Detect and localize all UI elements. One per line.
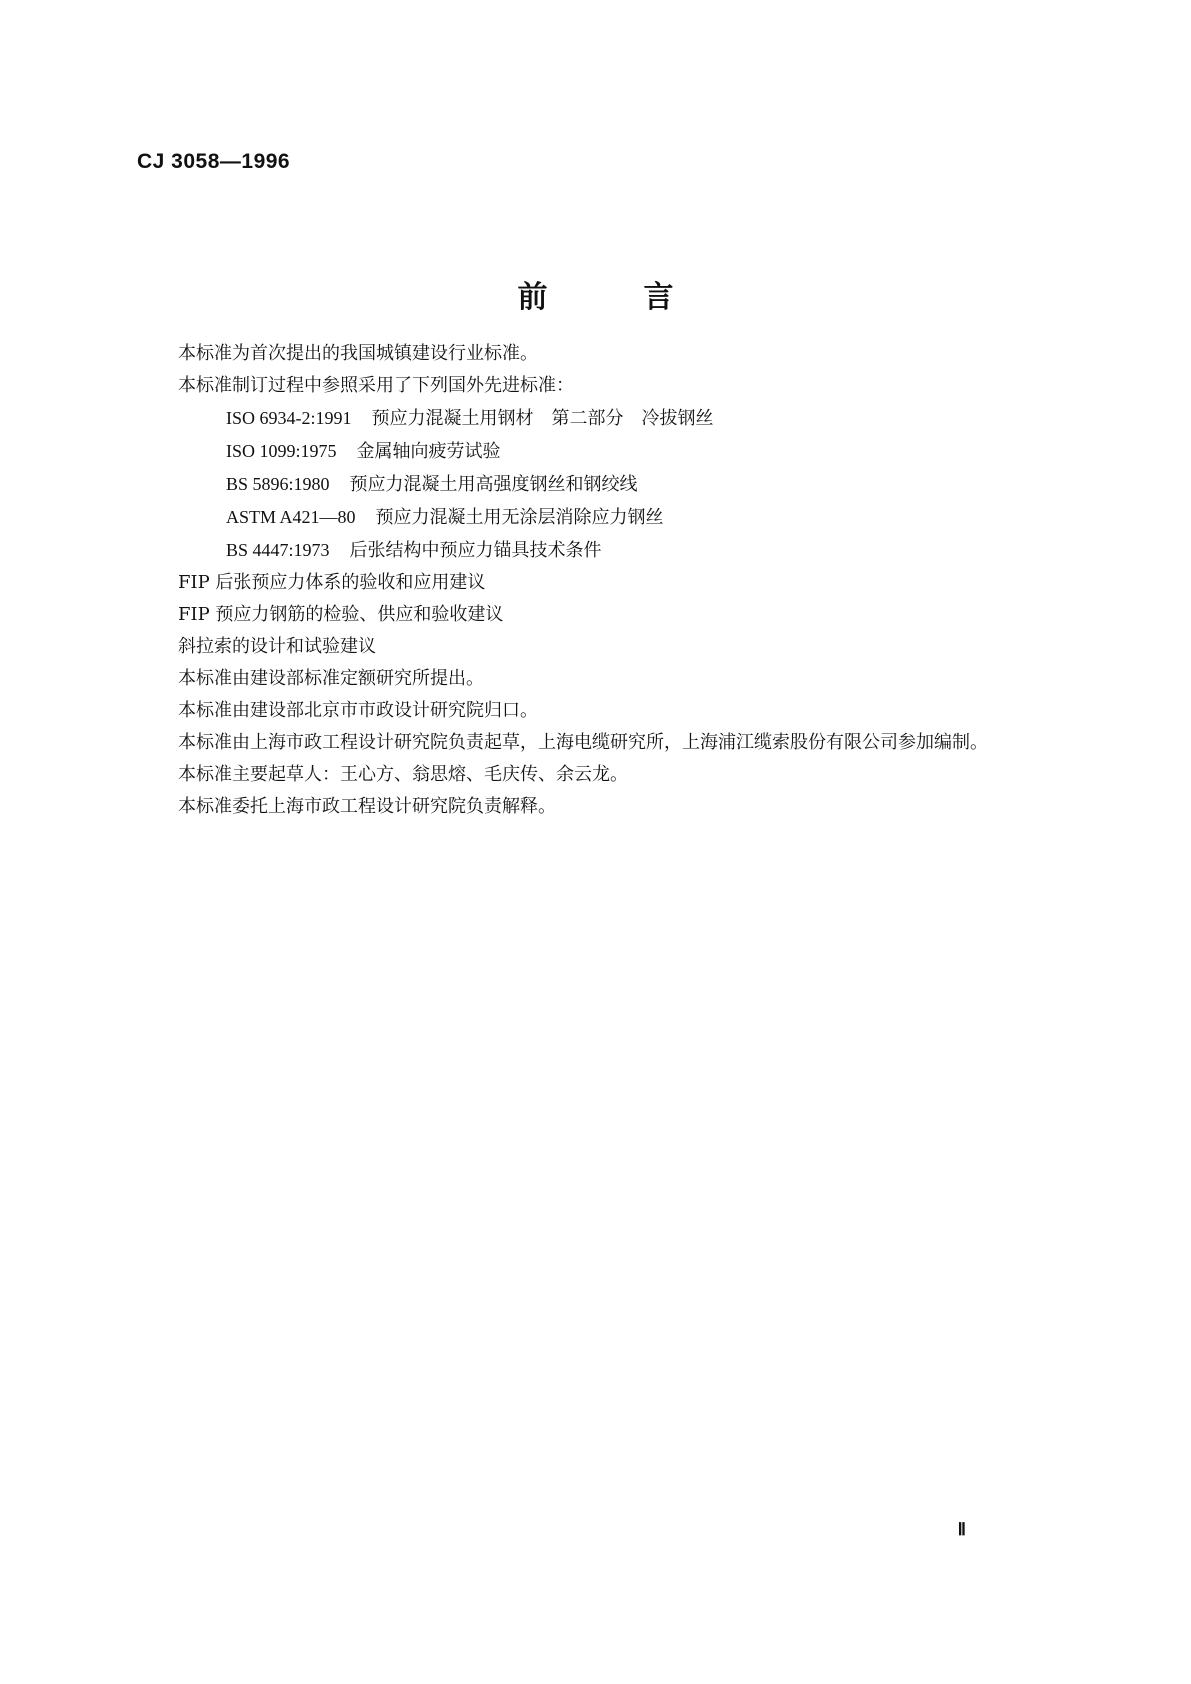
reference-item [130,402,1070,435]
reference-code: ASTM A421—80 [226,507,356,527]
reference-item [130,534,1070,567]
reference-item [130,468,1070,501]
paragraph-interpretation: 本标准委托上海市政工程设计研究院负责解释。 [178,796,556,817]
foreword-body [130,338,1070,823]
title-char-2: 言 [643,280,674,315]
paragraph-first-proposal: 本标准为首次提出的我国城镇建设行业标准。 [178,343,538,364]
reference-item [130,501,1070,534]
reference-title: 预应力混凝土用高强度钢丝和钢绞线 [349,474,638,495]
page-number: Ⅱ [957,1520,966,1539]
reference-title: 预应力混凝土用钢材 第二部分 冷拔钢丝 [371,408,714,429]
fip-item-post-tensioning: FIP 后张预应力体系的验收和应用建议 [178,572,486,593]
reference-item [130,435,1070,468]
reference-code: BS 5896:1980 [226,474,330,494]
page-title [0,272,1191,316]
fip-item-prestressing-steel: FIP 预应力钢筋的检验、供应和验收建议 [178,604,504,625]
reference-title: 预应力混凝土用无涂层消除应力钢丝 [375,507,664,528]
title-char-1: 前 [517,280,548,315]
paragraph-reference-intro: 本标准制订过程中参照采用了下列国外先进标准： [178,375,574,396]
paragraph-main-drafters: 本标准主要起草人：王心方、翁思熔、毛庆传、余云龙。 [178,764,628,785]
paragraph-proposed-by: 本标准由建设部标准定额研究所提出。 [178,668,484,689]
paragraph-drafted-by: 本标准由上海市政工程设计研究院负责起草，上海电缆研究所，上海浦江缆索股份有限公司参加编制。 [178,732,988,753]
reference-code: ISO 1099:1975 [226,441,337,461]
stay-cable-item: 斜拉索的设计和试验建议 [178,636,376,657]
reference-code: BS 4447:1973 [226,540,330,560]
reference-title: 金属轴向疲劳试验 [356,441,501,462]
reference-title: 后张结构中预应力锚具技术条件 [349,540,602,561]
reference-code: ISO 6934-2:1991 [226,408,352,428]
standard-code: CJ 3058—1996 [137,150,291,173]
paragraph-centralized-by: 本标准由建设部北京市市政设计研究院归口。 [178,700,538,721]
